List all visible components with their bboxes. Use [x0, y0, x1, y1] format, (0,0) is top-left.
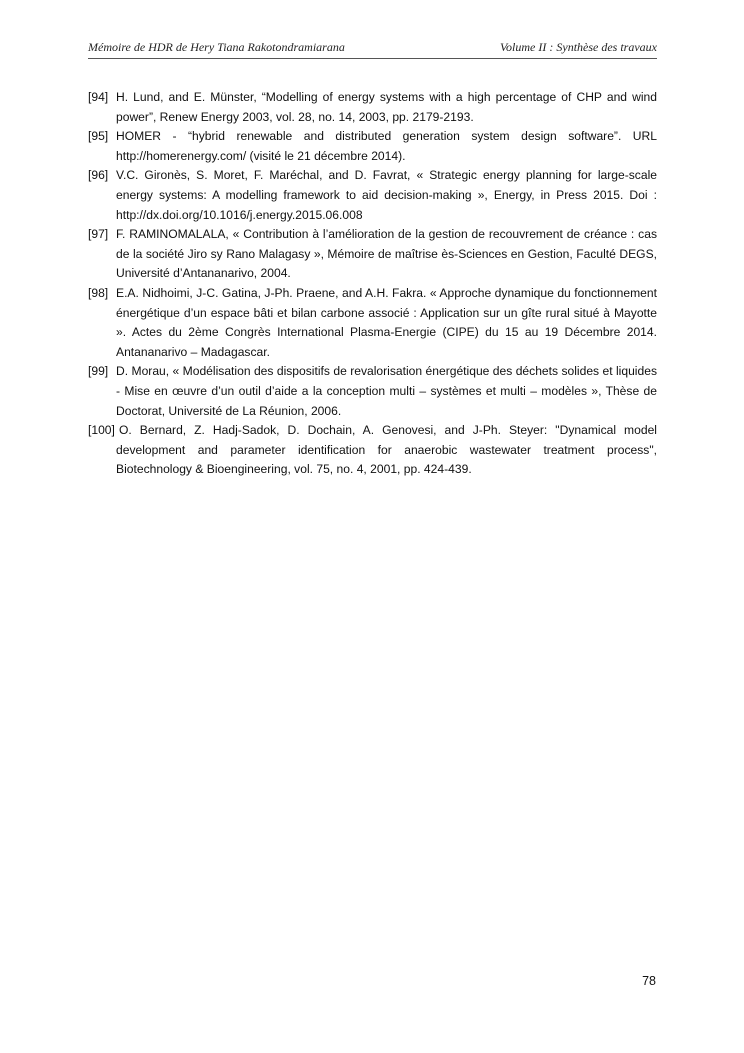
reference-text: E.A. Nidhoimi, J-C. Gatina, J-Ph. Praene, and A.H. Fakra. « Approche dynamique du fonctionnement énergétique d’un espace bâti et bilan carbone associé : Application sur un gîte rural situé à Mayotte ». Actes du 2ème Congrès International Plasma-Energie (CIPE) du 15 au 19 Décembre 2014. Antananarivo – Madagascar. — [116, 285, 657, 359]
reference-number: [94] — [88, 90, 109, 104]
reference-number: [97] — [88, 227, 109, 242]
page-number: 78 — [642, 974, 656, 988]
reference-94 — [88, 88, 657, 127]
reference-100 — [88, 421, 657, 480]
reference-96 — [88, 166, 657, 225]
header-author: Mémoire de HDR de Hery Tiana Rakotondramiarana — [88, 40, 345, 54]
reference-list — [88, 88, 657, 480]
reference-number: [95] — [88, 129, 109, 144]
reference-95 — [88, 127, 657, 166]
reference-text: V.C. Gironès, S. Moret, F. Maréchal, and D. Favrat, « Strategic energy planning for large-scale energy systems: A modelling framework to aid decision-making », Energy, in Press 2015. Doi : http://dx.doi.org/10.1016/j.energy.2015.06.008 — [116, 168, 657, 222]
reference-text: F. RAMINOMALALA, « Contribution à l’amélioration de la gestion de recouvrement de créance : cas de la société Jiro sy Rano Malagasy », Mémoire de maîtrise ès-Sciences en Gestion, Faculté DEGS, Université d’Antananarivo, 2004. — [116, 227, 657, 281]
reference-number: [98] — [88, 285, 109, 300]
reference-99 — [88, 362, 657, 421]
reference-text: HOMER - “hybrid renewable and distributed generation system design software”. URL http://homerenergy.com/ (visité le 21 décembre 2014). — [116, 129, 657, 163]
reference-text: D. Morau, « Modélisation des dispositifs de revalorisation énergétique des déchets solides et liquides - Mise en œuvre d’un outil d’aide a la conception multi – systèmes et multi – modèles », Thèse de Doctorat, Université de La Réunion, 2006. — [116, 364, 657, 418]
reference-text: O. Bernard, Z. Hadj-Sadok, D. Dochain, A. Genovesi, and J-Ph. Steyer: "Dynamical model development and parameter identification for anaerobic wastewater treatment process", Biotechnology & Bioengineering, vol. 75, no. 4, 2001, pp. 424-439. — [116, 423, 657, 477]
reference-number: [96] — [88, 168, 109, 183]
reference-number: [99] — [88, 364, 109, 379]
reference-number: [100] — [88, 423, 115, 438]
reference-98 — [88, 284, 657, 362]
header-volume: Volume II : Synthèse des travaux — [500, 40, 657, 54]
reference-text: H. Lund, and E. Münster, “Modelling of energy systems with a high percentage of CHP and wind power”, Renew Energy 2003, vol. 28, no. 14, 2003, pp. 2179-2193. — [116, 90, 657, 124]
running-header — [88, 40, 657, 59]
reference-97 — [88, 225, 657, 284]
